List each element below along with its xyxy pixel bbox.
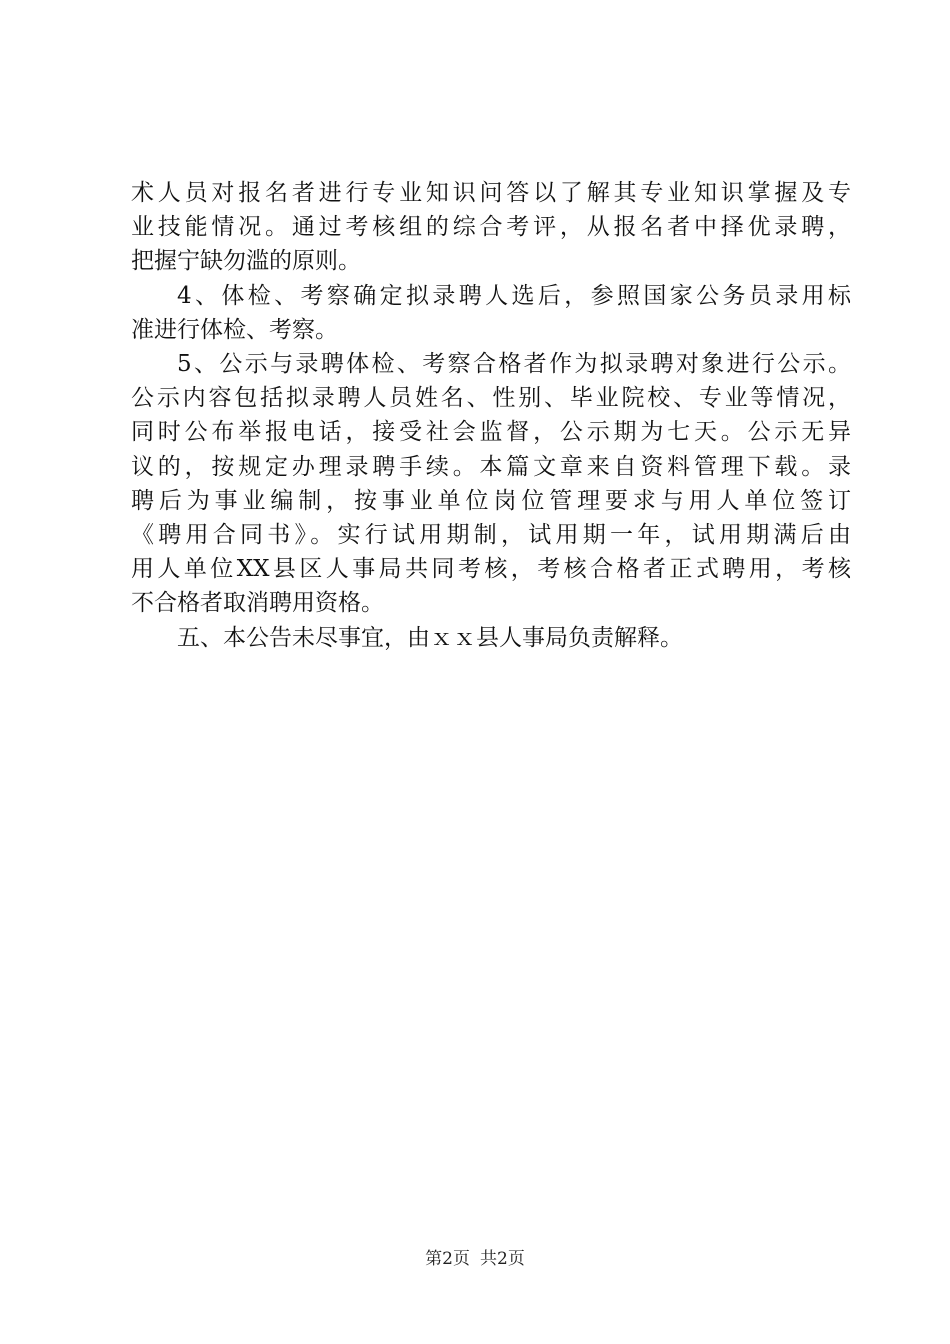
document-body — [131, 176, 851, 655]
page-footer — [0, 1244, 950, 1269]
paragraph-3-line-8: 不合格者取消聘用资格。 — [131, 590, 384, 617]
paragraph-3-line-2: 公示内容包括拟录聘人员姓名、性别、毕业院校、专业等情况， — [131, 385, 851, 412]
paragraph-3-line-6: 《聘用合同书》。实行试用期制，试用期一年，试用期满后由 — [131, 522, 851, 549]
paragraph-2-line-2: 准进行体检、考察。 — [131, 316, 338, 343]
paragraph-3-line-1: 5、公示与录聘体检、考察合格者作为拟录聘对象进行公示。 — [177, 351, 851, 378]
paragraph-2-line-1: 4、体检、考察确定拟录聘人选后，参照国家公务员录用标 — [177, 282, 851, 309]
paragraph-4-line-1: 五、本公告未尽事宜，由ｘｘ县人事局负责解释。 — [177, 624, 683, 651]
paragraph-3-line-7: 用人单位XX县区人事局共同考核，考核合格者正式聘用，考核 — [131, 556, 851, 583]
page-total: 共2页 — [480, 1249, 525, 1269]
paragraph-3-line-3: 同时公布举报电话，接受社会监督，公示期为七天。公示无异 — [131, 419, 851, 446]
paragraph-1-line-2: 业技能情况。通过考核组的综合考评，从报名者中择优录聘， — [131, 214, 851, 241]
paragraph-3-line-5: 聘后为事业编制，按事业单位岗位管理要求与用人单位签订 — [131, 487, 851, 514]
page-number: 第2页 — [425, 1249, 470, 1269]
paragraph-1-line-1: 术人员对报名者进行专业知识问答以了解其专业知识掌握及专 — [131, 180, 851, 206]
paragraph-1-line-3: 把握宁缺勿滥的原则。 — [131, 248, 361, 275]
paragraph-3-line-4: 议的，按规定办理录聘手续。本篇文章来自资料管理下载。录 — [131, 453, 851, 480]
